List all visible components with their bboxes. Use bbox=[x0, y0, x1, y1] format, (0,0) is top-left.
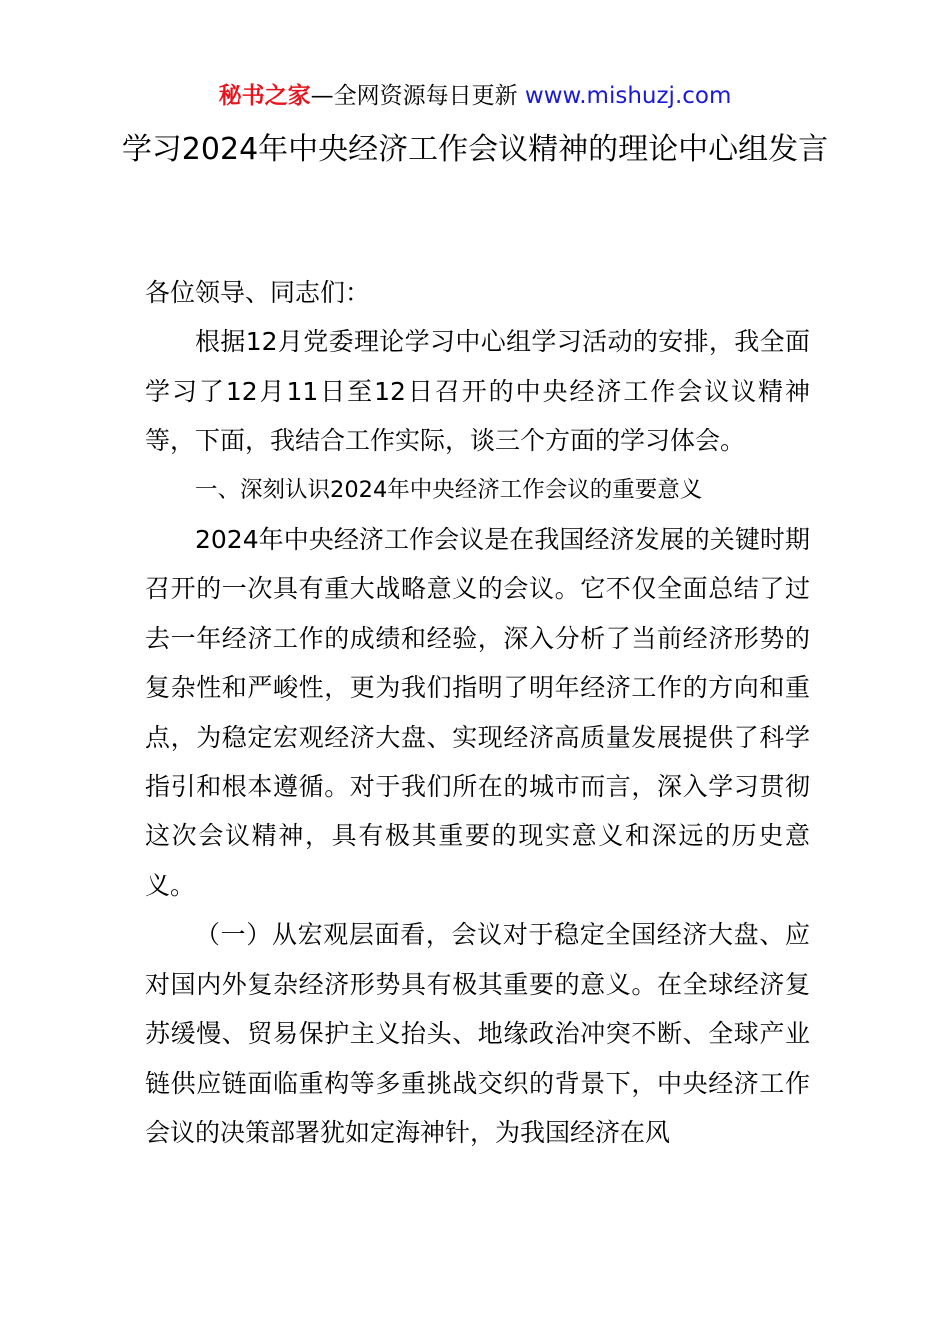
salutation: 各位领导、同志们： bbox=[145, 278, 371, 307]
document-body bbox=[145, 268, 810, 1157]
site-header bbox=[0, 80, 950, 112]
site-name: 秘书之家 bbox=[218, 83, 311, 109]
paragraph-intro: 根据12月党委理论学习中心组学习活动的安排，我全面学习了12月11日至12日召开的中央经济工作会议议精神等，下面，我结合工作实际，谈三个方面的学习体会。 bbox=[145, 327, 810, 456]
document-title: 学习2024年中央经济工作会议精神的理论中心组发言 bbox=[121, 132, 829, 167]
paragraph-significance: 2024年中央经济工作会议是在我国经济发展的关键时期召开的一次具有重大战略意义的会议。它不仅全面总结了过去一年经济工作的成绩和经验，深入分析了当前经济形势的复杂性和严峻性，更为我们指明了明年经济工作的方向和重点，为稳定宏观经济大盘、实现经济高质量发展提供了科学指引和根本遵循。对于我们所在的城市而言，深入学习贯彻这次会议精神，具有极其重要的现实意义和深远的历史意义。 bbox=[145, 525, 810, 900]
paragraph-macro-level: （一）从宏观层面看，会议对于稳定全国经济大盘、应对国内外复杂经济形势具有极其重要的意义。在全球经济复苏缓慢、贸易保护主义抬头、地缘政治冲突不断、全球产业链供应链面临重构等多重挑战交织的背景下，中央经济工作会议的决策部署犹如定海神针，为我国经济在风 bbox=[145, 920, 810, 1147]
site-tagline: —全网资源每日更新 bbox=[310, 83, 525, 109]
site-url-link[interactable]: www.mishuzj.com bbox=[524, 83, 732, 109]
section-heading-1: 一、深刻认识2024年中央经济工作会议的重要意义 bbox=[195, 476, 703, 503]
